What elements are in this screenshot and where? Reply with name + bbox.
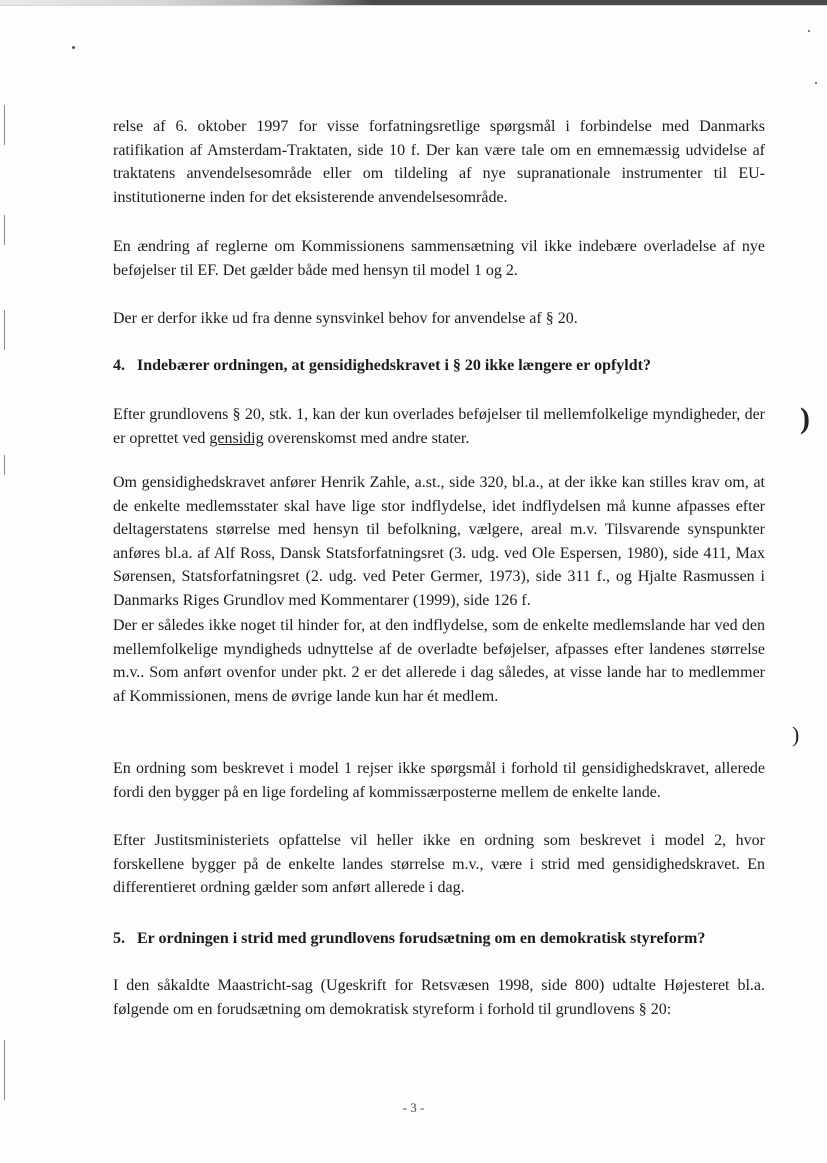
paragraph-influence-adjustment: Der er således ikke noget til hinder for, at den indflydelse, som de enkelte medlemslande har ved den mellemfolkelige myndigheds udnyttelse af de overladte beføjelser, afpasses efter landenes størrelse m.v.. Som anført ovenfor under pkt. 2 er det allerede i dag således, at visse lande har to medlemmer af Kommissionen, mens de øvrige lande kun har ét medlem. bbox=[113, 617, 765, 705]
scan-edge-line bbox=[0, 5, 827, 6]
scan-edge-mark bbox=[4, 310, 5, 350]
paragraph-commission-composition: En ændring af reglerne om Kommissionens sammensætning vil ikke indebære overladelse af nye beføjelser til EF. Det gælder både med hensyn til model 1 og 2. bbox=[113, 238, 765, 279]
scan-edge-mark bbox=[4, 455, 5, 475]
paragraph-model-2: Efter Justitsministeriets opfattelse vil heller ikke en ordning som beskrevet i model 2, hvor forskellene bygger på de enkelte landes størrelse m.v., være i strid med gensidighedskravet. En differentieret ordning gælder som anført allerede i dag. bbox=[113, 832, 765, 897]
section-heading-5 bbox=[113, 928, 773, 950]
section-heading-4 bbox=[113, 355, 773, 377]
paragraph-model-1: En ordning som beskrevet i model 1 rejser ikke spørgsmål i forhold til gensidighedskravet, allerede fordi den bygger på en lige fordeling af kommissærposterne mellem de enkelte lande. bbox=[113, 760, 765, 801]
paragraph-text: overenskomst med andre stater. bbox=[263, 429, 470, 447]
underlined-word-gensidig: gensidig bbox=[209, 429, 264, 447]
paragraph-maastricht-case: I den såkaldte Maastricht-sag (Ugeskrift for Retsvæsen 1998, side 800) udtalte Højesteret bl.a. følgende om en forudsætning om demokratisk styreform i forhold til grundlovens § 20: bbox=[113, 977, 765, 1018]
page-number: - 3 - bbox=[402, 1100, 425, 1115]
heading-number: 4. bbox=[113, 357, 125, 374]
heading-text: Er ordningen i strid med grundlovens forudsætning om en demokratisk styreform? bbox=[137, 930, 706, 947]
paragraph-no-need-section-20: Der er derfor ikke ud fra denne synsvinkel behov for anvendelse af § 20. bbox=[113, 310, 578, 327]
paragraph-amsterdam-treaty: relse af 6. oktober 1997 for visse forfatningsretlige spørgsmål i forbindelse med Danmarks ratifikation af Amsterdam-Traktaten, side 10 f. Der kan være tale om en emnemæssig udvidelse af traktatens anvendelsesområde eller om tildeling af nye supranationale instrumenter til EU-institutionerne inden for det eksisterende anvendelsesområde. bbox=[113, 118, 765, 206]
scan-speck bbox=[72, 46, 75, 49]
heading-number: 5. bbox=[113, 930, 125, 947]
scan-edge-mark bbox=[4, 1040, 5, 1100]
paragraph-reciprocity-requirement: Om gensidighedskravet anfører Henrik Zahle, a.st., side 320, bl.a., at der ikke kan stilles krav om, at de enkelte medlemsstater skal have lige stor indflydelse, idet indflydelsen må kunne afpasses efter deltagerstatens størrelse med hensyn til befolkning, vælgere, areal m.v. Tilsvarende synspunkter anføres bl.a. af Alf Ross, Dansk Statsforfatningsret (3. udg. ved Ole Espersen, 1980), side 411, Max Sørensen, Statsforfatningsret (2. udg. ved Peter Germer, 1973), side 311 f., og Hjalte Rasmussen i Danmarks Riges Grundlov med Kommentarer (1999), side 126 f. bbox=[113, 474, 765, 609]
heading-text: Indebærer ordningen, at gensidighedskravet i § 20 ikke længere er opfyldt? bbox=[137, 357, 651, 374]
margin-bracket-mark: ) bbox=[792, 722, 800, 747]
scan-speck bbox=[808, 30, 810, 32]
scan-speck bbox=[815, 82, 817, 84]
scan-edge-mark bbox=[4, 215, 5, 245]
scan-edge-mark bbox=[4, 105, 5, 145]
paragraph-text: Efter grundlovens § 20, stk. 1, kan der kun overlades beføjelser til mellemfolkelige myndigheder, der er oprettet ved bbox=[113, 406, 765, 447]
margin-bracket-mark: ) bbox=[800, 402, 810, 435]
paragraph-grundlov-section-20 bbox=[113, 403, 765, 450]
